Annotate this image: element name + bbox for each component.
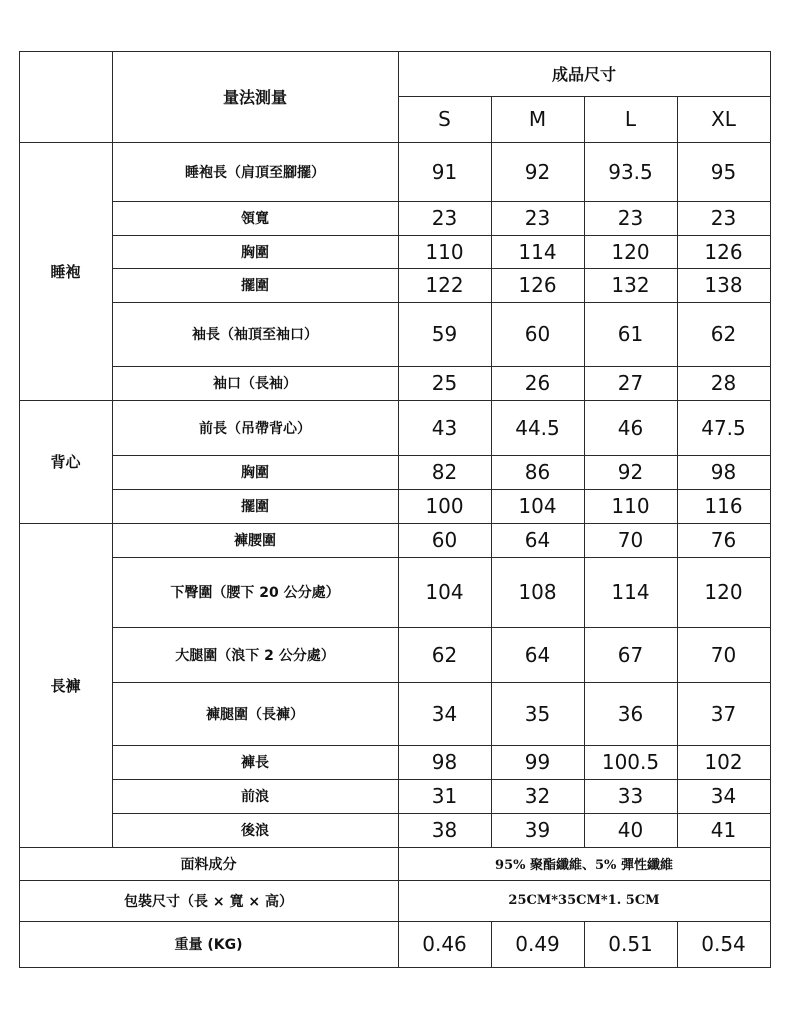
value-cell: 26 [524,371,551,395]
value-cell: 116 [704,494,743,518]
weight-value: 0.49 [515,932,560,956]
table-border-left [19,51,20,968]
value-cell: 47.5 [701,415,746,440]
grid-line [112,813,771,814]
grid-line [491,96,492,848]
value-cell: 99 [524,750,551,774]
section-label: 長褲 [50,676,81,695]
section-label: 睡袍 [50,262,81,281]
value-cell: 40 [617,818,644,842]
grid-line [491,921,492,968]
section-label: 背心 [50,453,81,471]
value-cell: 60 [431,528,458,552]
value-cell: 132 [611,273,650,297]
row-label: 下臀圍（腰下 20 公分處） [170,585,340,601]
finished-size-header: 成品尺寸 [551,65,616,84]
value-cell: 28 [710,371,737,395]
value-cell: 92 [524,159,551,184]
row-label: 後浪 [241,823,269,839]
row-label: 大腿圍（浪下 2 公分處） [175,647,335,664]
row-label: 擺圍 [241,499,269,515]
value-cell: 91 [431,159,458,184]
value-cell: 67 [617,642,644,667]
value-cell: 102 [704,750,743,774]
grid-line [19,921,771,922]
value-cell: 34 [431,701,458,726]
table-border-right [770,51,771,968]
measure-method-header: 量法測量 [222,88,287,107]
grid-line [19,400,771,401]
row-label: 褲長 [241,755,269,771]
row-label: 擺圍 [241,278,269,294]
value-cell: 37 [710,701,737,726]
value-cell: 114 [611,580,650,604]
value-cell: 23 [617,206,644,230]
size-header-s: S [438,107,451,131]
value-cell: 100.5 [601,750,660,774]
value-cell: 60 [524,322,551,346]
row-label: 前浪 [241,789,269,805]
table-border-bottom [19,967,771,968]
grid-line [112,557,771,558]
value-cell: 114 [518,239,557,264]
value-cell: 104 [518,494,557,518]
value-cell: 31 [431,784,458,808]
value-cell: 70 [710,642,737,667]
value-cell: 120 [611,239,650,264]
grid-line [112,489,771,490]
value-cell: 32 [524,784,551,808]
size-header-xl: XL [711,107,736,131]
row-label: 袖口（長袖） [213,376,297,392]
value-cell: 62 [431,642,458,667]
grid-line [19,523,771,524]
value-cell: 76 [710,528,737,552]
footer-value: 25CM*35CM*1. 5CM [508,893,660,908]
weight-value: 0.54 [701,932,746,956]
weight-value: 0.51 [608,932,653,956]
grid-line [677,921,678,968]
grid-line [112,745,771,746]
value-cell: 38 [431,818,458,842]
value-cell: 36 [617,701,644,726]
value-cell: 64 [524,528,551,552]
value-cell: 126 [518,273,557,297]
value-cell: 35 [524,701,551,726]
value-cell: 23 [710,206,737,230]
value-cell: 39 [524,818,551,842]
row-label: 胸圍 [241,465,269,481]
value-cell: 70 [617,528,644,552]
value-cell: 93.5 [608,159,653,184]
size-header-l: L [624,107,637,131]
row-label: 褲腿圍（長褲） [206,706,304,723]
size-header-m: M [528,107,547,131]
row-label: 睡袍長（肩頂至腳擺） [185,164,325,181]
value-cell: 108 [518,580,557,604]
value-cell: 62 [710,322,737,346]
value-cell: 120 [704,580,743,604]
value-cell: 138 [704,273,743,297]
value-cell: 44.5 [515,415,560,440]
value-cell: 64 [524,642,551,667]
value-cell: 46 [617,415,644,440]
grid-line [19,847,771,848]
value-cell: 23 [524,206,551,230]
grid-line [19,880,771,881]
value-cell: 126 [704,239,743,264]
table-border-top [19,51,771,52]
row-label: 褲腰圍 [234,533,276,549]
grid-line [112,51,113,143]
value-cell: 61 [617,322,644,346]
grid-line [19,142,771,143]
footer-value: 95% 聚酯纖維、5% 彈性纖維 [495,858,673,873]
value-cell: 34 [710,784,737,808]
value-cell: 25 [431,371,458,395]
grid-line [398,51,399,968]
value-cell: 98 [710,460,737,484]
row-label: 領寬 [241,211,269,227]
grid-line [112,779,771,780]
value-cell: 95 [710,159,737,184]
value-cell: 33 [617,784,644,808]
grid-line [584,921,585,968]
grid-line [677,96,678,848]
value-cell: 41 [710,818,737,842]
grid-line [112,268,771,269]
row-label: 胸圍 [241,244,269,261]
footer-label: 包裝尺寸（長 × 寬 × 高） [124,893,293,910]
value-cell: 59 [431,322,458,346]
row-label: 前長（吊帶背心） [199,420,311,437]
grid-line [112,366,771,367]
grid-line [112,142,113,848]
value-cell: 100 [425,494,464,518]
grid-line [112,201,771,202]
value-cell: 23 [431,206,458,230]
value-cell: 98 [431,750,458,774]
value-cell: 82 [431,460,458,484]
value-cell: 104 [425,580,464,604]
weight-value: 0.46 [422,932,467,956]
row-label: 袖長（袖頂至袖口） [192,327,318,343]
grid-line [112,455,771,456]
grid-line [112,302,771,303]
value-cell: 43 [431,415,458,440]
grid-line [112,682,771,683]
grid-line [112,235,771,236]
value-cell: 92 [617,460,644,484]
value-cell: 122 [425,273,464,297]
grid-line [584,96,585,848]
footer-label: 重量 (KG) [174,937,243,953]
grid-line [112,627,771,628]
value-cell: 110 [611,494,650,518]
footer-label: 面料成分 [180,856,237,873]
value-cell: 110 [425,239,464,264]
value-cell: 27 [617,371,644,395]
value-cell: 86 [524,460,551,484]
